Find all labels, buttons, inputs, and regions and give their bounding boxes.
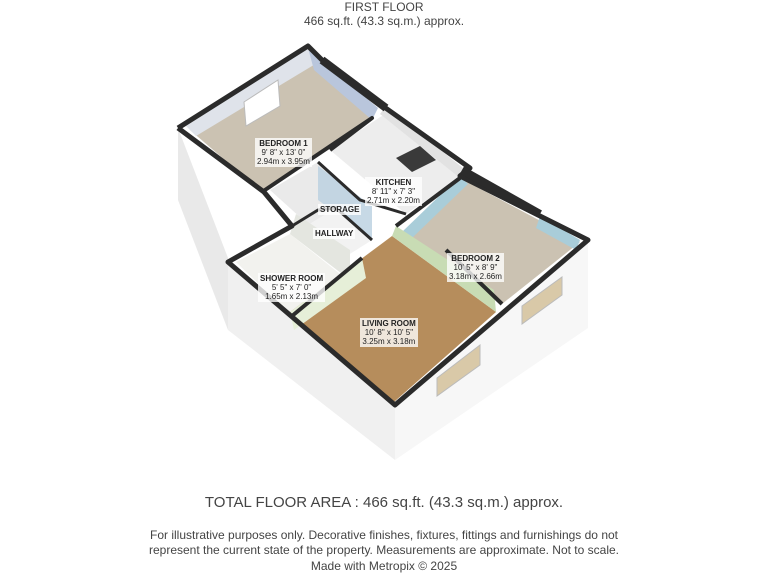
- room-dimensions-imperial: 8' 11" x 7' 3": [371, 187, 416, 196]
- room-dimensions-imperial: 9' 8" x 13' 0": [261, 148, 306, 157]
- floor-area: 466 sq.ft. (43.3 sq.m.) approx.: [303, 14, 465, 28]
- disclaimer-line-2: represent the current state of the property. Measurements are approximate. Not to scale.: [148, 543, 619, 557]
- room-label-kitchen: [365, 177, 422, 206]
- room-name: LIVING ROOM: [362, 319, 416, 328]
- room-dimensions-imperial: 10' 8" x 10' 5": [364, 328, 414, 337]
- room-dimensions-metric: 2.94m x 3.95m: [257, 157, 310, 166]
- room-label-living-room: [360, 318, 418, 347]
- room-dimensions-metric: 3.18m x 2.66m: [449, 272, 502, 281]
- room-label-hallway: [313, 228, 355, 239]
- room-name: STORAGE: [320, 205, 360, 214]
- floor-title: FIRST FLOOR: [344, 0, 424, 14]
- disclaimer-line-1: For illustrative purposes only. Decorative finishes, fixtures, fittings and furnishings do not: [150, 528, 618, 542]
- disclaimer: [0, 528, 768, 558]
- room-name: HALLWAY: [315, 229, 354, 238]
- room-dimensions-imperial: 5' 5" x 7' 0": [271, 283, 312, 292]
- room-dimensions-metric: 3.25m x 3.18m: [362, 337, 416, 346]
- room-name: SHOWER ROOM: [260, 274, 324, 283]
- room-dimensions-imperial: 10' 5" x 8' 9": [453, 263, 498, 272]
- room-dimensions-metric: 2.71m x 2.20m: [367, 196, 420, 205]
- room-label-bedroom-1: [255, 138, 312, 167]
- room-dimensions-metric: 1.65m x 2.13m: [265, 292, 319, 301]
- room-name: KITCHEN: [375, 178, 412, 187]
- room-label-shower-room: [258, 273, 325, 302]
- total-floor-area: TOTAL FLOOR AREA : 466 sq.ft. (43.3 sq.m.) approx.: [204, 494, 564, 511]
- credit: Made with Metropix © 2025: [310, 559, 458, 573]
- room-label-bedroom-2: [447, 253, 504, 282]
- room-label-storage: [318, 204, 361, 215]
- room-name: BEDROOM 2: [451, 254, 500, 263]
- room-name: BEDROOM 1: [259, 139, 308, 148]
